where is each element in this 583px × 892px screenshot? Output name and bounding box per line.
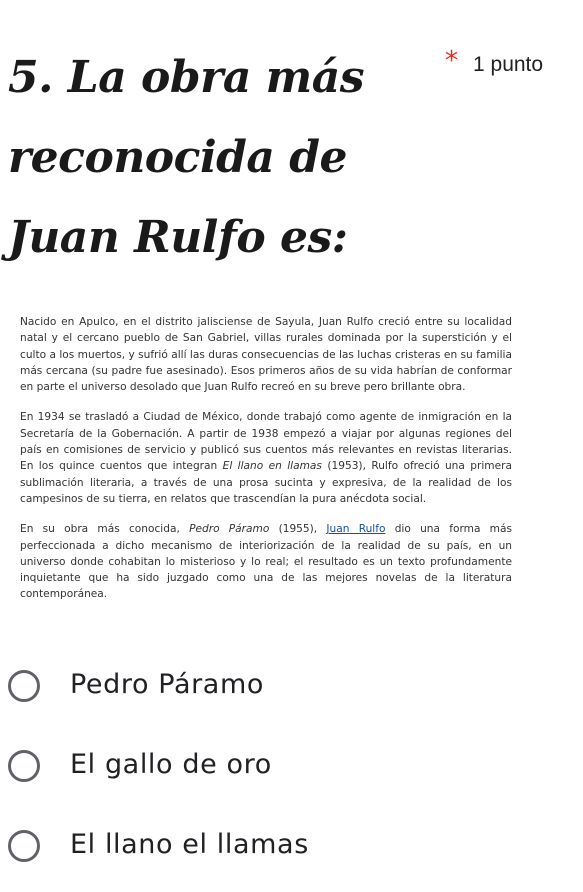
question-title: 5. La obra más reconocida de Juan Rulfo es: <box>8 52 364 263</box>
option-label[interactable]: El llano el llamas <box>70 829 309 860</box>
biography-image <box>20 314 512 617</box>
answer-options <box>0 652 583 892</box>
option-label[interactable]: Pedro Páramo <box>70 669 264 700</box>
option-el-gallo-de-oro[interactable] <box>0 732 583 812</box>
author-link: Juan Rulfo <box>326 523 386 536</box>
option-label[interactable]: El gallo de oro <box>70 749 272 780</box>
radio-button-icon[interactable] <box>8 830 40 862</box>
required-marker: * <box>445 46 458 76</box>
option-pedro-paramo[interactable] <box>0 652 583 732</box>
book-title-llano: El llano en llamas <box>222 460 322 473</box>
bio-paragraph-3: En su obra más conocida, Pedro Páramo (1955), Juan Rulfo dio una forma más perfeccionada a dicho mecanismo de interiorización de la realidad de su país, en un universo donde cohabitan lo misterioso y lo real; el resultado es un texto profundamente inquietante que ha sido juzgado como una de las mejores novelas de la literatura contemporánea. <box>20 523 513 601</box>
radio-button-icon[interactable] <box>8 750 40 782</box>
book-title-pedro-paramo: Pedro Páramo <box>189 523 270 536</box>
bio-paragraph-2: En 1934 se trasladó a Ciudad de México, donde trabajó como agente de inmigración en la Secretaría de la Gobernación. A partir de 1938 empezó a viajar por algunas regiones del país en comisiones de servicio y publicó sus cuentos más relevantes en revistas literarias. En los quince cuentos que integran El llano en llamas (1953), Rulfo ofreció una primera sublimación literaria, a través de una prosa sucinta y expresiva, de la realidad de los campesinos de su tierra, en relatos que trascendían la pura anécdota social. <box>20 411 512 505</box>
radio-button-icon[interactable] <box>8 670 40 702</box>
question-header <box>8 0 575 290</box>
option-el-llano-el-llamas[interactable] <box>0 812 583 892</box>
points-label: 1 punto <box>473 53 544 76</box>
bio-paragraph-1: Nacido en Apulco, en el distrito jalisciense de Sayula, Juan Rulfo creció entre su localidad natal y el cercano pueblo de San Gabriel, villas rurales dominada por la superstición y el culto a los muertos, y sufrió allí las duras consecuencias de las luchas cristeras en su familia más cercana (su padre fue asesinado). Esos primeros años de su vida habrían de conformar en parte el universo desolado que Juan Rulfo recreó en su breve pero brillante obra. <box>20 316 512 394</box>
